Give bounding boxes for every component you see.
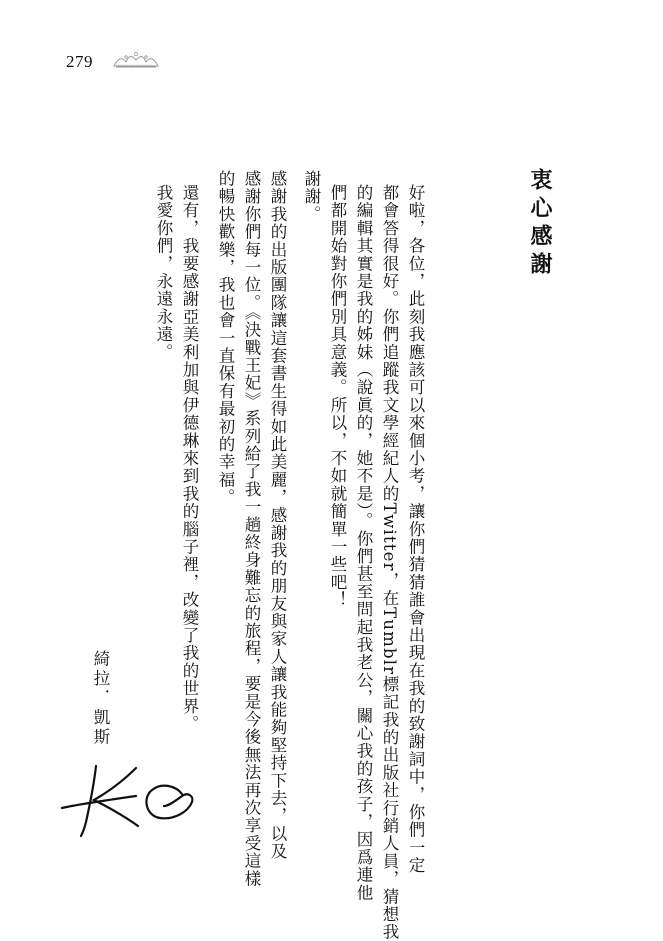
page-title: 衷心感謝 [527, 168, 552, 280]
paragraph-line-8: 的暢快歡樂，我也會一直保有最初的幸福。 [216, 170, 235, 507]
tiara-ornament-icon [112, 48, 160, 70]
paragraph-line-5: 謝謝。 [302, 170, 321, 224]
paragraph-line-7: 感謝你們每一位。《決戰王妃》系列給了我一趟終身難忘的旅程，要是今後無法再次享受這樣 [242, 170, 261, 888]
paragraph-line-6: 感謝我的出版團隊讓這套書生得如此美麗，感謝我的朋友與家人讓我能夠堅持下去，以及 [268, 170, 287, 861]
page-number: 279 [66, 52, 93, 71]
paragraph-line-2: 都會答得很好。你們追蹤我文學經紀人的Twitter，在Tumblr標記我的出版社行銷人員，猜想我 [380, 184, 399, 941]
paragraph-line-3: 的編輯其實是我的姊妹（說眞的，她不是）。你們甚至問起我老公，關心我的孩子，因爲連他 [354, 184, 373, 902]
signature-name: 綺拉．凱斯 [91, 650, 110, 748]
paragraph-line-1: 好啦，各位，此刻我應該可以來個小考，讓你們猜猜誰會出現在我的致謝詞中，你們一定 [406, 184, 425, 875]
handwritten-signature-icon [60, 760, 200, 838]
paragraph-line-9: 還有，我要感謝亞美利加與伊德琳來到我的腦子裡，改變了我的世界。 [180, 184, 199, 733]
paragraph-line-4: 們都開始對你們別具意義。所以，不如就簡單一些吧！ [328, 184, 347, 609]
paragraph-line-10: 我愛你們，永遠永遠。 [154, 184, 173, 361]
